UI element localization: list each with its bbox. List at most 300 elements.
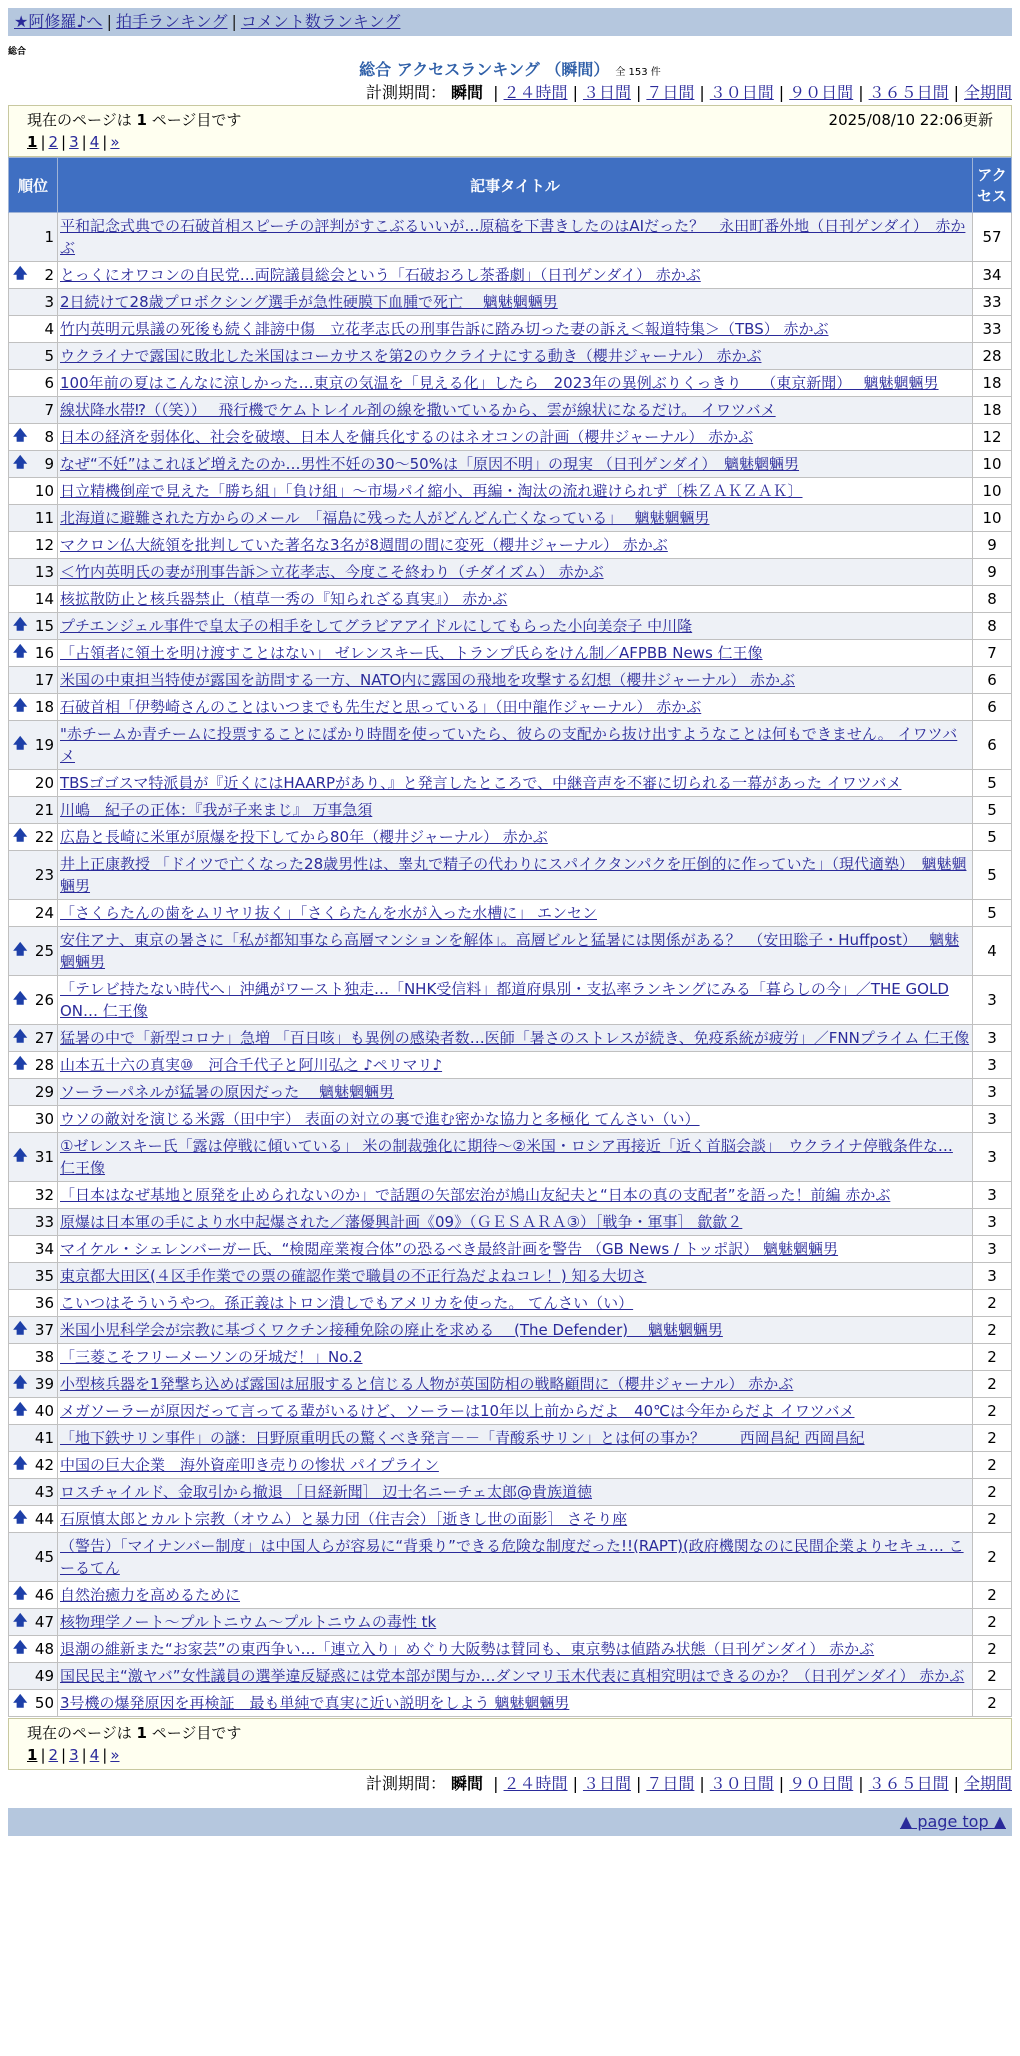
period-link[interactable]: ９０日間 xyxy=(789,1774,854,1793)
table-row xyxy=(9,900,1012,927)
access-count: 9 xyxy=(973,559,1012,586)
period-link[interactable]: ３日間 xyxy=(582,83,631,102)
table-row xyxy=(9,1263,1012,1290)
rank-cell xyxy=(9,1609,58,1636)
table-row xyxy=(9,289,1012,316)
access-count: 2 xyxy=(973,1425,1012,1452)
rank-cell xyxy=(9,1052,58,1079)
rank-number: 8 xyxy=(44,428,54,446)
title-cell xyxy=(58,1425,973,1452)
next-page-link[interactable]: » xyxy=(110,133,120,151)
divider: | xyxy=(40,133,46,151)
access-count: 2 xyxy=(973,1506,1012,1533)
rank-cell xyxy=(9,343,58,370)
rank-cell xyxy=(9,797,58,824)
rank-number: 36 xyxy=(34,1294,54,1312)
rank-up-arrow-icon: 🡅 xyxy=(13,1613,28,1629)
article-link[interactable]: 北海道に避難された方からのメール 「福島に残った人がどんどん亡くなっている」 魑魅魍魎男 xyxy=(60,509,710,527)
title-cell xyxy=(58,397,973,424)
header-title: 記事タイトル xyxy=(58,158,973,213)
access-count: 6 xyxy=(973,721,1012,770)
divider: | xyxy=(40,1746,46,1764)
access-count: 57 xyxy=(973,213,1012,262)
table-row xyxy=(9,1506,1012,1533)
rank-cell xyxy=(9,694,58,721)
table-row xyxy=(9,478,1012,505)
rank-number: 3 xyxy=(44,293,54,311)
rank-number: 46 xyxy=(34,1586,54,1604)
table-row xyxy=(9,1452,1012,1479)
access-count: 12 xyxy=(973,424,1012,451)
article-link[interactable]: （警告）「マイナンバー制度」は中国人らが容易に“背乗り”できる危険な制度だった!!(RAPT)(政府機関なのに民間企業よりセキュ… こーるてん xyxy=(60,1537,964,1577)
table-row xyxy=(9,451,1012,478)
rank-number: 5 xyxy=(44,347,54,365)
title-cell xyxy=(58,1371,973,1398)
article-link[interactable]: 「地下鉄サリン事件」の謎：日野原重明氏の驚くべき発言－－「青酸系サリン」とは何の事か？ 西岡昌紀 西岡昌紀 xyxy=(60,1429,865,1447)
rank-number: 27 xyxy=(34,1029,54,1047)
article-link[interactable]: ソーラーパネルが猛暑の原因だった 魑魅魍魎男 xyxy=(60,1083,395,1101)
article-link[interactable]: 竹内英明元県議の死後も続く誹謗中傷 立花孝志氏の刑事告訴に踏み切った妻の訴え＜報道特集＞（TBS） 赤かぶ xyxy=(60,320,829,338)
table-row xyxy=(9,1636,1012,1663)
article-link[interactable]: 「テレビ持たない時代へ」沖縄がワースト独走…「NHK受信料」都道府県別・支払率ランキングにみる「暮らしの今」／THE GOLD ON… 仁王像 xyxy=(60,980,949,1020)
article-link[interactable]: 広島と長崎に米軍が原爆を投下してから80年（櫻井ジャーナル） 赤かぶ xyxy=(60,828,548,846)
table-row xyxy=(9,770,1012,797)
divider: | xyxy=(778,83,785,102)
rank-number: 47 xyxy=(34,1613,54,1631)
rank-cell xyxy=(9,1209,58,1236)
rank-cell xyxy=(9,900,58,927)
table-row xyxy=(9,397,1012,424)
rank-cell xyxy=(9,1582,58,1609)
article-link[interactable]: なぜ“不妊”はこれほど増えたのか…男性不妊の30～50%は「原因不明」の現実 （日刊ゲンダイ） 魑魅魍魎男 xyxy=(60,455,800,473)
period-current: 瞬間 xyxy=(451,1774,484,1793)
title-cell xyxy=(58,1479,973,1506)
rank-cell xyxy=(9,1663,58,1690)
rank-cell xyxy=(9,424,58,451)
title-cell xyxy=(58,900,973,927)
page-top-link[interactable]: ▲ page top ▲ xyxy=(899,1812,1006,1831)
article-link[interactable]: マクロン仏大統領を批判していた著名な3名が8週間の間に変死（櫻井ジャーナル） 赤かぶ xyxy=(60,536,668,554)
period-link[interactable]: ２４時間 xyxy=(503,83,568,102)
table-row xyxy=(9,1344,1012,1371)
rank-cell xyxy=(9,1371,58,1398)
access-count: 10 xyxy=(973,451,1012,478)
article-link[interactable]: 日本の経済を弱体化、社会を破壊、日本人を傭兵化するのはネオコンの計画（櫻井ジャーナル） 赤かぶ xyxy=(60,428,754,446)
access-count: 3 xyxy=(973,1025,1012,1052)
rank-number: 15 xyxy=(34,617,54,635)
rank-cell xyxy=(9,1236,58,1263)
period-link[interactable]: ３日間 xyxy=(582,1774,631,1793)
table-row xyxy=(9,1371,1012,1398)
article-link[interactable]: メガソーラーが原因だって言ってる輩がいるけど、ソーラーは10年以上前からだよ 40℃は今年からだよ イワツバメ xyxy=(60,1402,855,1420)
access-count: 18 xyxy=(973,397,1012,424)
rank-cell xyxy=(9,1317,58,1344)
rank-up-arrow-icon: 🡅 xyxy=(13,1402,28,1418)
table-row xyxy=(9,370,1012,397)
updated-time: 2025/08/10 22:06更新 xyxy=(828,111,993,129)
title-cell xyxy=(58,1344,973,1371)
access-count: 2 xyxy=(973,1344,1012,1371)
access-count: 3 xyxy=(973,1106,1012,1133)
table-row xyxy=(9,1425,1012,1452)
rank-number: 1 xyxy=(44,228,54,246)
article-link[interactable]: 核物理学ノート～プルトニウム～プルトニウムの毒性 tk xyxy=(60,1613,437,1631)
table-row xyxy=(9,927,1012,976)
rank-cell xyxy=(9,1425,58,1452)
rank-cell xyxy=(9,640,58,667)
title-cell xyxy=(58,478,973,505)
period-link[interactable]: ２４時間 xyxy=(503,1774,568,1793)
rank-cell xyxy=(9,262,58,289)
article-link[interactable]: 平和記念式典での石破首相スピーチの評判がすこぶるいいが…原稿を下書きしたのはAIだった？ 永田町番外地（日刊ゲンダイ） 赤かぶ xyxy=(60,217,966,257)
access-count: 3 xyxy=(973,1236,1012,1263)
rank-cell xyxy=(9,1290,58,1317)
article-link[interactable]: 「占領者に領土を明け渡すことはない」 ゼレンスキー氏、トランプ氏らをけん制／AFPBB News 仁王像 xyxy=(60,644,763,662)
article-link[interactable]: こいつはそういうやつ。孫正義はトロン潰しでもアメリカを使った。 てんさい（い） xyxy=(60,1294,634,1312)
article-link[interactable]: マイケル・シェレンバーガー氏、“検閲産業複合体”の恐るべき最終計画を警告 （GB News / トッポ訳） 魑魅魍魎男 xyxy=(60,1240,839,1258)
divider: | xyxy=(699,1774,705,1793)
article-link[interactable]: 山本五十六の真実⑩ 河合千代子と阿川弘之 ♪ペリマリ♪ xyxy=(60,1056,443,1074)
article-link[interactable]: 石原慎太郎とカルト宗教（オウム）と暴力団（住吉会）［逝きし世の面影］ さそり座 xyxy=(60,1510,628,1528)
title-cell xyxy=(58,1636,973,1663)
period-link[interactable]: ３０日間 xyxy=(709,1774,774,1793)
divider: | xyxy=(699,83,705,102)
next-page-link[interactable]: » xyxy=(110,1746,120,1764)
article-link[interactable]: 小型核兵器を1発撃ち込めば露国は屈服すると信じる人物が英国防相の戦略顧問に（櫻井ジャーナル） 赤かぶ xyxy=(60,1375,794,1393)
table-row xyxy=(9,213,1012,262)
table-row xyxy=(9,1079,1012,1106)
divider: | xyxy=(81,133,87,151)
access-count: 2 xyxy=(973,1609,1012,1636)
access-count: 2 xyxy=(973,1582,1012,1609)
title-cell xyxy=(58,721,973,770)
rank-number: 12 xyxy=(34,536,54,554)
divider: | xyxy=(61,1746,67,1764)
rank-number: 32 xyxy=(34,1186,54,1204)
access-count: 5 xyxy=(973,851,1012,900)
page-link[interactable]: 4 xyxy=(89,1746,100,1764)
table-row xyxy=(9,1690,1012,1717)
article-link[interactable]: 川嶋 紀子の正体：『我が子来まじ』 万事急須 xyxy=(60,801,373,819)
rank-number: 11 xyxy=(34,509,54,527)
table-row xyxy=(9,505,1012,532)
period-link[interactable]: 全期間 xyxy=(963,1774,1012,1793)
divider: | xyxy=(858,83,864,102)
period-link[interactable]: ７日間 xyxy=(646,1774,695,1793)
rank-number: 45 xyxy=(34,1548,54,1566)
rank-up-arrow-icon: 🡅 xyxy=(13,942,28,958)
rank-cell xyxy=(9,559,58,586)
rank-cell xyxy=(9,397,58,424)
rank-cell xyxy=(9,1636,58,1663)
rank-cell xyxy=(9,1025,58,1052)
top-nav-link-clap-ranking[interactable]: 拍手ランキング xyxy=(115,12,228,31)
article-link[interactable]: 東京都大田区(４区手作業での票の確認作業で職員の不正行為だよねコレ！) 知る大切さ xyxy=(60,1267,647,1285)
rank-cell xyxy=(9,613,58,640)
rank-number: 20 xyxy=(34,774,54,792)
rank-cell xyxy=(9,478,58,505)
rank-cell xyxy=(9,289,58,316)
rank-cell xyxy=(9,1452,58,1479)
rank-number: 30 xyxy=(34,1110,54,1128)
article-link[interactable]: 退潮の維新また“お家芸”の東西争い…「連立入り」めぐり大阪勢は賛同も、東京勢は値踏み状態（日刊ゲンダイ） 赤かぶ xyxy=(60,1640,875,1658)
article-link[interactable]: 原爆は日本軍の手により水中起爆された／藩優興計画《09》（ＧＥＳＡＲＡ③）［戦争・軍事］ 歙歙２ xyxy=(60,1213,743,1231)
table-row xyxy=(9,1025,1012,1052)
rank-number: 38 xyxy=(34,1348,54,1366)
period-link[interactable]: ３０日間 xyxy=(709,83,774,102)
article-link[interactable]: 100年前の夏はこんなに涼しかった…東京の気温を「見える化」したら 2023年の異例ぶりくっきり （東京新聞） 魑魅魍魎男 xyxy=(60,374,939,392)
access-count: 2 xyxy=(973,1371,1012,1398)
table-row xyxy=(9,559,1012,586)
ranking-title: 総合 アクセスランキング （瞬間） xyxy=(359,60,610,79)
table-row xyxy=(9,1052,1012,1079)
title-cell xyxy=(58,770,973,797)
article-link[interactable]: 井上正康教授 「ドイツで亡くなった28歳男性は、睾丸で精子の代わりにスパイクタンパクを圧倒的に作っていた」（現代適塾） 魑魅魍魎男 xyxy=(60,855,967,895)
access-count: 28 xyxy=(973,343,1012,370)
divider: | xyxy=(953,1774,959,1793)
rank-cell xyxy=(9,1106,58,1133)
rank-up-arrow-icon: 🡅 xyxy=(13,428,28,444)
rank-up-arrow-icon: 🡅 xyxy=(13,1510,28,1526)
access-count: 2 xyxy=(973,1690,1012,1717)
rank-cell xyxy=(9,721,58,770)
divider: | xyxy=(106,12,112,31)
article-link[interactable]: 線状降水帯⁉（（笑）） 飛行機でケムトレイル剤の線を撒いているから、雲が線状になるだけ。 イワツバメ xyxy=(60,401,776,419)
top-nav-link-home[interactable]: ★阿修羅♪へ xyxy=(14,12,103,31)
article-link[interactable]: TBSゴゴスマ特派員が『近くにはHAARPがあり、』と発言したところで、中継音声を不審に切られる一幕があった イワツバメ xyxy=(60,774,902,792)
page-link[interactable]: 4 xyxy=(89,133,100,151)
rank-number: 23 xyxy=(34,866,54,884)
rank-number: 13 xyxy=(34,563,54,581)
rank-number: 37 xyxy=(34,1321,54,1339)
title-cell xyxy=(58,613,973,640)
article-link[interactable]: ①ゼレンスキー氏「露は停戦に傾いている」 米の制裁強化に期待～②米国・ロシア再接近「近く首脳会談」 ウクライナ停戦条件な… 仁王像 xyxy=(60,1137,953,1177)
access-count: 7 xyxy=(973,640,1012,667)
table-row xyxy=(9,640,1012,667)
rank-cell xyxy=(9,851,58,900)
access-count: 2 xyxy=(973,1452,1012,1479)
article-link[interactable]: プチエンジェル事件で皇太子の相手をしてグラビアアイドルにしてもらった小向美奈子 中川隆 xyxy=(60,617,693,635)
divider: | xyxy=(61,133,67,151)
title-cell xyxy=(58,1290,973,1317)
divider: | xyxy=(572,1774,578,1793)
table-row xyxy=(9,343,1012,370)
period-link[interactable]: ９０日間 xyxy=(789,83,854,102)
period-current: 瞬間 xyxy=(451,83,484,102)
table-row xyxy=(9,1133,1012,1182)
article-link[interactable]: 核拡散防止と核兵器禁止（植草一秀の『知られざる真実』） 赤かぶ xyxy=(60,590,508,608)
divider: | xyxy=(858,1774,864,1793)
table-row xyxy=(9,1290,1012,1317)
rank-number: 49 xyxy=(34,1667,54,1685)
rank-cell xyxy=(9,370,58,397)
access-count: 3 xyxy=(973,1052,1012,1079)
top-nav-link-comment-ranking[interactable]: コメント数ランキング xyxy=(240,12,401,31)
rank-up-arrow-icon: 🡅 xyxy=(13,1694,28,1710)
title-cell xyxy=(58,1398,973,1425)
page-current: 1 xyxy=(27,133,38,151)
access-count: 2 xyxy=(973,1533,1012,1582)
table-row xyxy=(9,1236,1012,1263)
period-link[interactable]: ３６５日間 xyxy=(868,1774,949,1793)
title-cell xyxy=(58,1236,973,1263)
title-cell xyxy=(58,262,973,289)
period-link[interactable]: ７日間 xyxy=(646,83,695,102)
article-link[interactable]: 中国の巨大企業 海外資産叩き売りの惨状 パイプライン xyxy=(60,1456,439,1474)
rank-number: 50 xyxy=(34,1694,54,1712)
access-count: 9 xyxy=(973,532,1012,559)
article-link[interactable]: 3号機の爆発原因を再検証 最も単純で真実に近い説明をしよう 魑魅魍魎男 xyxy=(60,1694,570,1712)
rank-number: 33 xyxy=(34,1213,54,1231)
page-current: 1 xyxy=(27,1746,38,1764)
header-rank: 順位 xyxy=(9,158,58,213)
divider: | xyxy=(493,1774,499,1793)
page-link[interactable]: 2 xyxy=(48,1746,59,1764)
title-cell xyxy=(58,1506,973,1533)
rank-up-arrow-icon: 🡅 xyxy=(13,455,28,471)
title-cell xyxy=(58,927,973,976)
access-count: 10 xyxy=(973,478,1012,505)
article-link[interactable]: 国民民主“激ヤバ”女性議員の選挙違反疑惑には党本部が関与か…ダンマリ玉木代表に真相究明はできるのか？（日刊ゲンダイ） 赤かぶ xyxy=(60,1667,965,1685)
title-cell xyxy=(58,370,973,397)
rank-cell xyxy=(9,1479,58,1506)
rank-number: 18 xyxy=(34,698,54,716)
page-link[interactable]: 2 xyxy=(48,133,59,151)
table-row xyxy=(9,1663,1012,1690)
header-access: アクセス xyxy=(973,158,1012,213)
access-count: 33 xyxy=(973,289,1012,316)
rank-up-arrow-icon: 🡅 xyxy=(13,991,28,1007)
article-link[interactable]: 安住アナ、東京の暑さに「私が都知事なら高層マンションを解体」。高層ビルと猛暑には関係がある？ （安田聡子・Huffpost） 魑魅魍魎男 xyxy=(60,931,960,971)
rank-number: 31 xyxy=(34,1148,54,1166)
divider: | xyxy=(635,83,642,102)
title-cell xyxy=(58,532,973,559)
period-link[interactable]: 全期間 xyxy=(963,83,1012,102)
title-cell xyxy=(58,451,973,478)
divider: | xyxy=(953,83,959,102)
title-cell xyxy=(58,1182,973,1209)
access-count: 3 xyxy=(973,1263,1012,1290)
article-link[interactable]: ロスチャイルド、金取引から撤退 ［日経新聞］ 辺士名ニーチェ太郎@貴族道徳 xyxy=(60,1483,592,1501)
title-cell xyxy=(58,1317,973,1344)
article-link[interactable]: ウソの敵対を演じる米露（田中宇） 表面の対立の裏で進む密かな協力と多極化 てんさい（い） xyxy=(60,1110,700,1128)
rank-number: 21 xyxy=(34,801,54,819)
access-count: 3 xyxy=(973,1133,1012,1182)
title-cell xyxy=(58,213,973,262)
article-link[interactable]: 2日続けて28歳プロボクシング選手が急性硬膜下血腫で死亡 魑魅魍魎男 xyxy=(60,293,558,311)
rank-number: 10 xyxy=(34,482,54,500)
title-cell xyxy=(58,424,973,451)
table-row xyxy=(9,824,1012,851)
title-cell xyxy=(58,343,973,370)
rank-up-arrow-icon: 🡅 xyxy=(13,1456,28,1472)
divider: | xyxy=(102,133,108,151)
rank-up-arrow-icon: 🡅 xyxy=(13,828,28,844)
table-row xyxy=(9,1106,1012,1133)
title-cell xyxy=(58,1690,973,1717)
rank-cell xyxy=(9,1344,58,1371)
rank-up-arrow-icon: 🡅 xyxy=(13,1640,28,1656)
rank-cell xyxy=(9,451,58,478)
rank-number: 2 xyxy=(44,266,54,284)
page-status: 現在のページは 1 ページ目です xyxy=(27,1724,242,1742)
table-row xyxy=(9,976,1012,1025)
rank-up-arrow-icon: 🡅 xyxy=(13,1056,28,1072)
article-link[interactable]: "赤チームか青チームに投票することにばかり時間を使っていたら、彼らの支配から抜け出すようなことは何もできません。 イワツバメ xyxy=(60,725,958,765)
period-link[interactable]: ３６５日間 xyxy=(868,83,949,102)
rank-cell xyxy=(9,1533,58,1582)
table-row xyxy=(9,1609,1012,1636)
article-link[interactable]: 石破首相「伊勢崎さんのことはいつまでも先生だと思っている」（田中龍作ジャーナル） 赤かぶ xyxy=(60,698,702,716)
page-link[interactable]: 3 xyxy=(69,1746,79,1764)
table-row xyxy=(9,586,1012,613)
rank-number: 16 xyxy=(34,644,54,662)
article-link[interactable]: 米国小児科学会が宗教に基づくワクチン接種免除の廃止を求める (The Defender) 魑魅魍魎男 xyxy=(60,1321,723,1339)
access-count: 2 xyxy=(973,1479,1012,1506)
article-link[interactable]: 自然治癒力を高めるために xyxy=(60,1586,241,1604)
rank-number: 34 xyxy=(34,1240,54,1258)
title-cell xyxy=(58,797,973,824)
title-cell xyxy=(58,976,973,1025)
title-cell xyxy=(58,1533,973,1582)
period-selector-top xyxy=(8,81,1012,105)
rank-up-arrow-icon: 🡅 xyxy=(13,736,28,752)
table-row xyxy=(9,424,1012,451)
access-count: 5 xyxy=(973,770,1012,797)
article-link[interactable]: ＜竹内英明氏の妻が刑事告訴＞立花孝志、今度こそ終わり（チダイズム） 赤かぶ xyxy=(60,563,604,581)
article-link[interactable]: 「三菱こそフリーメーソンの牙城だ！」No.2 xyxy=(60,1348,363,1366)
rank-cell xyxy=(9,532,58,559)
divider: | xyxy=(102,1746,108,1764)
article-link[interactable]: 「日本はなぜ基地と原発を止められないのか」で話題の矢部宏治が鳩山友紀夫と“日本の真の支配者”を語った！前編 赤かぶ xyxy=(60,1186,891,1204)
article-link[interactable]: 「さくらたんの歯をムリヤリ抜く」「さくらたんを水が入った水槽に」 エンセン xyxy=(60,904,597,922)
access-count: 10 xyxy=(973,505,1012,532)
pager-top xyxy=(8,105,1012,157)
article-link[interactable]: ウクライナで露国に敗北した米国はコーカサスを第2のウクライナにする動き（櫻井ジャーナル） 赤かぶ xyxy=(60,347,762,365)
access-count: 5 xyxy=(973,900,1012,927)
divider: | xyxy=(231,12,237,31)
title-cell xyxy=(58,1663,973,1690)
period-label: 計測期間： xyxy=(365,83,446,102)
article-link[interactable]: 猛暑の中で「新型コロナ」急増 「百日咳」も異例の感染者数…医師「暑さのストレスが続き、免疫系統が疲労」／FNNプライム 仁王像 xyxy=(60,1029,970,1047)
table-row xyxy=(9,851,1012,900)
title-cell xyxy=(58,586,973,613)
rank-cell xyxy=(9,1182,58,1209)
table-row xyxy=(9,1209,1012,1236)
rank-cell xyxy=(9,1263,58,1290)
title-cell xyxy=(58,316,973,343)
article-link[interactable]: 米国の中東担当特使が露国を訪問する一方、NATO内に露国の飛地を攻撃する幻想（櫻井ジャーナル） 赤かぶ xyxy=(60,671,796,689)
table-row xyxy=(9,797,1012,824)
top-navigation xyxy=(8,8,1012,36)
rank-number: 4 xyxy=(44,320,54,338)
period-selector-bottom xyxy=(8,1772,1012,1796)
title-cell xyxy=(58,1609,973,1636)
access-count: 5 xyxy=(973,824,1012,851)
page-link[interactable]: 3 xyxy=(69,133,79,151)
table-row xyxy=(9,1582,1012,1609)
rank-number: 39 xyxy=(34,1375,54,1393)
rank-up-arrow-icon: 🡅 xyxy=(13,1148,28,1164)
rank-number: 26 xyxy=(34,991,54,1009)
article-link[interactable]: 日立精機倒産で見えた「勝ち組」「負け組」～市場パイ縮小、再編・淘汰の流れ避けられず〔株ＺＡＫＺＡＫ〕 xyxy=(60,482,803,500)
rank-number: 24 xyxy=(34,904,54,922)
title-cell xyxy=(58,1052,973,1079)
rank-number: 28 xyxy=(34,1056,54,1074)
rank-up-arrow-icon: 🡅 xyxy=(13,1029,28,1045)
title-cell xyxy=(58,1209,973,1236)
article-link[interactable]: とっくにオワコンの自民党…両院議員総会という「石破おろし茶番劇」（日刊ゲンダイ） 赤かぶ xyxy=(60,266,701,284)
